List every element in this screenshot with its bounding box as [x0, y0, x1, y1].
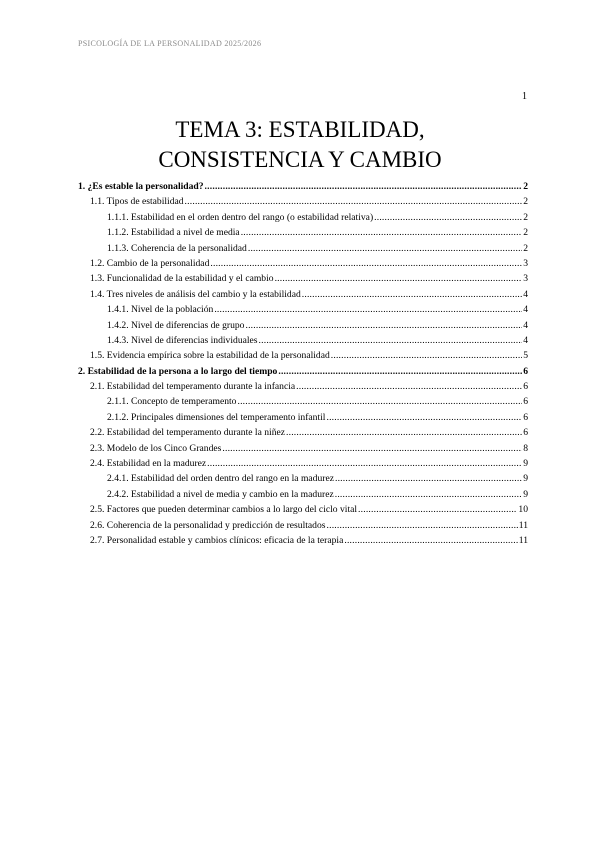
toc-entry[interactable] — [78, 302, 528, 317]
toc-entry[interactable] — [78, 425, 528, 440]
toc-dot-leader — [259, 333, 523, 348]
toc-entry[interactable] — [78, 502, 528, 517]
toc-entry[interactable] — [78, 487, 528, 502]
toc-entry-page: 6 — [523, 411, 528, 423]
toc-entry-page: 2 — [523, 227, 528, 239]
toc-entry-text: 1.3. Funcionalidad de la estabilidad y el cambio — [90, 273, 274, 285]
toc-entry-text: 2.1.1. Concepto de temperamento — [107, 396, 237, 408]
toc-entry[interactable] — [78, 333, 528, 348]
toc-entry-text: 2.4. Estabilidad en la madurez — [90, 458, 207, 470]
title-line-2: CONSISTENCIA Y CAMBIO — [158, 147, 442, 172]
toc-entry[interactable] — [78, 394, 528, 409]
toc-entry-text: 2.4.2. Estabilidad a nivel de media y cambio en la madurez — [107, 488, 334, 500]
page-number: 1 — [522, 91, 527, 102]
toc-entry[interactable] — [78, 225, 528, 240]
title-line-1: TEMA 3: ESTABILIDAD, — [175, 117, 425, 142]
toc-entry[interactable] — [78, 241, 528, 256]
toc-entry-text: 1.5. Evidencia empírica sobre la estabilidad de la personalidad — [90, 350, 330, 362]
toc-entry-text: 1.1.2. Estabilidad a nivel de media — [107, 227, 240, 239]
toc-dot-leader — [302, 287, 522, 302]
toc-entry[interactable] — [78, 256, 528, 271]
toc-entry-page: 4 — [523, 334, 528, 346]
toc-entry-page: 11 — [518, 519, 528, 531]
toc-entry[interactable] — [78, 194, 528, 209]
toc-entry-page: 2 — [523, 211, 528, 223]
toc-entry-text: 1.1.1. Estabilidad en el orden dentro del rango (o estabilidad relativa) — [107, 211, 374, 223]
toc-entry-text: 1.1.3. Coherencia de la personalidad — [107, 242, 247, 254]
toc-entry-page: 4 — [523, 319, 528, 331]
toc-dot-leader — [245, 318, 522, 333]
toc-dot-leader — [296, 379, 522, 394]
toc-entry[interactable] — [78, 518, 528, 533]
toc-entry[interactable] — [78, 471, 528, 486]
toc-entry-page: 2 — [523, 181, 528, 192]
toc-dot-leader — [241, 225, 523, 240]
toc-entry-page: 6 — [523, 381, 528, 393]
toc-entry[interactable] — [78, 271, 528, 286]
toc-entry-text: 2.7. Personalidad estable y cambios clínicos: eficacia de la terapia — [90, 534, 344, 546]
toc-dot-leader — [205, 179, 523, 194]
toc-entry-page: 5 — [523, 350, 528, 362]
toc-entry-page: 6 — [523, 365, 528, 377]
toc-entry[interactable] — [78, 533, 528, 548]
toc-entry-page: 9 — [523, 488, 528, 500]
running-header: PSICOLOGÍA DE LA PERSONALIDAD 2025/2026 — [78, 39, 262, 48]
toc-dot-leader — [237, 394, 522, 409]
toc-entry-page: 3 — [523, 273, 528, 285]
toc-entry-page: 6 — [523, 427, 528, 439]
toc-entry[interactable] — [78, 379, 528, 394]
toc-entry-text: 2.6. Coherencia de la personalidad y predicción de resultados — [90, 519, 326, 531]
toc-entry[interactable] — [78, 456, 528, 471]
toc-entry-page: 10 — [518, 504, 528, 516]
toc-entry[interactable] — [78, 287, 528, 302]
toc-entry-page: 3 — [523, 257, 528, 269]
toc-dot-leader — [278, 364, 522, 379]
toc-entry-text: 2.3. Modelo de los Cinco Grandes — [90, 442, 222, 454]
toc-entry[interactable] — [78, 348, 528, 363]
toc-dot-leader — [210, 256, 522, 271]
toc-entry-text: 1.1. Tipos de estabilidad — [90, 196, 184, 208]
toc-dot-leader — [358, 502, 517, 517]
toc-entry[interactable] — [78, 410, 528, 425]
toc-entry-text: 1.4. Tres niveles de análisis del cambio y la estabilidad — [90, 288, 301, 300]
toc-dot-leader — [344, 533, 517, 548]
document-title — [0, 115, 600, 175]
toc-entry-text: 1.2. Cambio de la personalidad — [90, 257, 210, 269]
toc-entry-page: 4 — [523, 288, 528, 300]
toc-dot-leader — [214, 302, 522, 317]
toc-entry-page: 2 — [523, 196, 528, 208]
toc-entry-page: 11 — [518, 534, 528, 546]
toc-dot-leader — [222, 441, 522, 456]
toc-entry[interactable] — [78, 179, 528, 194]
toc-entry-text: 1.4.3. Nivel de diferencias individuales — [107, 334, 258, 346]
toc-entry-text: 1.4.1. Nivel de la población — [107, 304, 214, 316]
toc-entry[interactable] — [78, 210, 528, 225]
toc-dot-leader — [331, 348, 522, 363]
toc-dot-leader — [185, 194, 523, 209]
toc-entry-page: 9 — [523, 473, 528, 485]
toc-entry-text: 1.4.2. Nivel de diferencias de grupo — [107, 319, 245, 331]
toc-dot-leader — [275, 271, 523, 286]
toc-dot-leader — [335, 471, 522, 486]
toc-dot-leader — [248, 241, 522, 256]
toc-entry[interactable] — [78, 318, 528, 333]
toc-entry-page: 8 — [523, 442, 528, 454]
toc-entry-text: 1. ¿Es estable la personalidad? — [78, 181, 204, 192]
toc-entry-text: 2.1.2. Principales dimensiones del temperamento infantil — [107, 411, 326, 423]
toc-entry[interactable] — [78, 441, 528, 456]
toc-dot-leader — [286, 425, 522, 440]
toc-dot-leader — [207, 456, 522, 471]
toc-entry-page: 9 — [523, 458, 528, 470]
toc-dot-leader — [374, 210, 522, 225]
toc-entry-page: 6 — [523, 396, 528, 408]
toc-dot-leader — [327, 518, 518, 533]
toc-dot-leader — [335, 487, 522, 502]
toc-dot-leader — [326, 410, 522, 425]
toc-entry-text: 2.5. Factores que pueden determinar cambios a lo largo del ciclo vital — [90, 504, 358, 516]
toc-entry-text: 2.4.1. Estabilidad del orden dentro del rango en la madurez — [107, 473, 334, 485]
toc-entry-text: 2. Estabilidad de la persona a lo largo del tiempo — [78, 365, 278, 377]
toc-entry[interactable] — [78, 364, 528, 379]
toc-entry-page: 2 — [523, 242, 528, 254]
table-of-contents — [78, 179, 528, 548]
toc-entry-page: 4 — [523, 304, 528, 316]
toc-entry-text: 2.1. Estabilidad del temperamento durante la infancia — [90, 381, 296, 393]
toc-entry-text: 2.2. Estabilidad del temperamento durante la niñez — [90, 427, 286, 439]
